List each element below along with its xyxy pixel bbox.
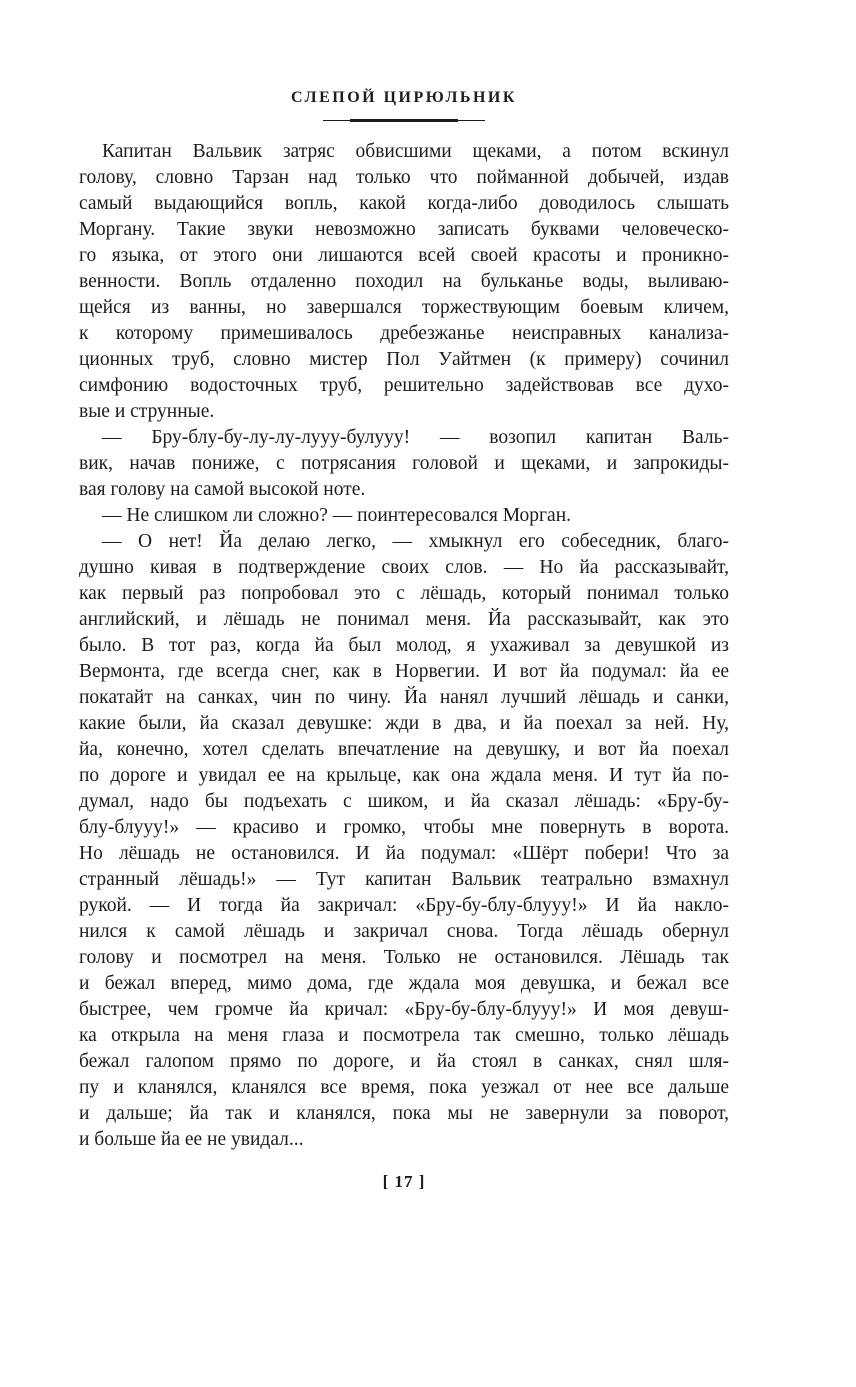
book-page [79,88,729,1192]
text-line: к которому примешивалось дребезжанье неисправных канализа- [79,323,729,344]
text-line: и дальше; йа так и кланялся, пока мы не завернули за поворот, [79,1103,729,1124]
text-line: и больше йа ее не увидал... [79,1129,304,1150]
text-line: го языка, от этого они лишаются всей своей красоты и проникно- [79,245,729,266]
text-line: ционных труб, словно мистер Пол Уайтмен (к примеру) сочинил [79,349,729,370]
text-line: странный лёшадь!» — Тут капитан Вальвик театрально взмахнул [79,869,729,890]
text-line: как первый раз попробовал это с лёшадь, который понимал только [79,583,729,604]
text-line: думал, надо бы подъехать с шиком, и йа сказал лёшадь: «Бру-бу- [79,791,729,812]
text-line: бежал галопом прямо по дороге, и йа стоял в санках, снял шля- [79,1051,729,1072]
text-line: ка открыла на меня глаза и посмотрела так смешно, только лёшадь [79,1025,729,1046]
text-line: душно кивая в подтверждение своих слов. — Но йа рассказывайт, [79,557,729,578]
text-line: было. В тот раз, когда йа был молод, я ухаживал за девушкой из [79,635,729,656]
text-line: — Бру-блу-бу-лу-лу-лууу-булууу! — возопил капитан Валь- [102,427,729,448]
text-line: рукой. — И тогда йа закричал: «Бру-бу-блу-блууу!» И йа накло- [79,895,729,916]
text-body [79,139,729,1153]
text-line: пу и кланялся, кланялся все время, пока уезжал от нее все дальше [79,1077,729,1098]
text-line: блу-блууу!» — красиво и громко, чтобы мне повернуть в ворота. [79,817,729,838]
text-line: щейся из ванны, но завершался торжествующим боевым кличем, [79,297,729,318]
text-line: голову и посмотрел на меня. Только не остановился. Лёшадь так [79,947,729,968]
text-line: какие были, йа сказал девушке: жди в два, и йа поехал за ней. Ну, [79,713,729,734]
text-line: Но лёшадь не остановился. И йа подумал: «Шёрт побери! Что за [79,843,729,864]
text-line: вая голову на самой высокой ноте. [79,479,366,500]
text-line: Вермонта, где всегда снег, как в Норвегии. И вот йа подумал: йа ее [79,661,729,682]
text-line: и бежал вперед, мимо дома, где ждала моя девушка, и бежал все [79,973,729,994]
text-line: быстрее, чем громче йа кричал: «Бру-бу-блу-блууу!» И моя девуш- [79,999,729,1020]
text-line: венности. Вопль отдаленно походил на бульканье воды, выливаю- [79,271,729,292]
text-line: симфонию водосточных труб, решительно задействовав все духо- [79,375,729,396]
text-line: голову, словно Тарзан над только что пойманной добычей, издав [79,167,729,188]
page-number: [ 17 ] [382,1172,426,1191]
text-line: английский, и лёшадь не понимал меня. Йа рассказывайт, как это [79,609,729,630]
text-line: Моргану. Такие звуки невозможно записать буквами человеческо- [79,219,729,240]
text-line: вик, начав пониже, с потрясания головой и щеками, и запрокиды- [79,453,729,474]
text-line: по дороге и увидал ее на крыльце, как она ждала меня. И тут йа по- [79,765,729,786]
running-header-title: СЛЕПОЙ ЦИРЮЛЬНИК [291,89,517,106]
text-line: йа, конечно, хотел сделать впечатление на девушку, и вот йа поехал [79,739,729,760]
text-line: вые и струнные. [79,401,215,422]
text-line: покатайт на санках, чин по чину. Йа нанял лучший лёшадь и санки, [79,687,729,708]
text-line: нился к самой лёшадь и закричал снова. Тогда лёшадь обернул [79,921,729,942]
title-divider [323,119,485,122]
text-line: Капитан Вальвик затряс обвисшими щеками, а потом вскинул [102,141,729,162]
text-line: — О нет! Йа делаю легко, — хмыкнул его собеседник, благо- [102,531,729,552]
text-line: самый выдающийся вопль, какой когда-либо доводилось слышать [79,193,729,214]
title-divider-thick-bar [350,119,458,122]
text-line: — Не слишком ли сложно? — поинтересовался Морган. [102,505,572,526]
